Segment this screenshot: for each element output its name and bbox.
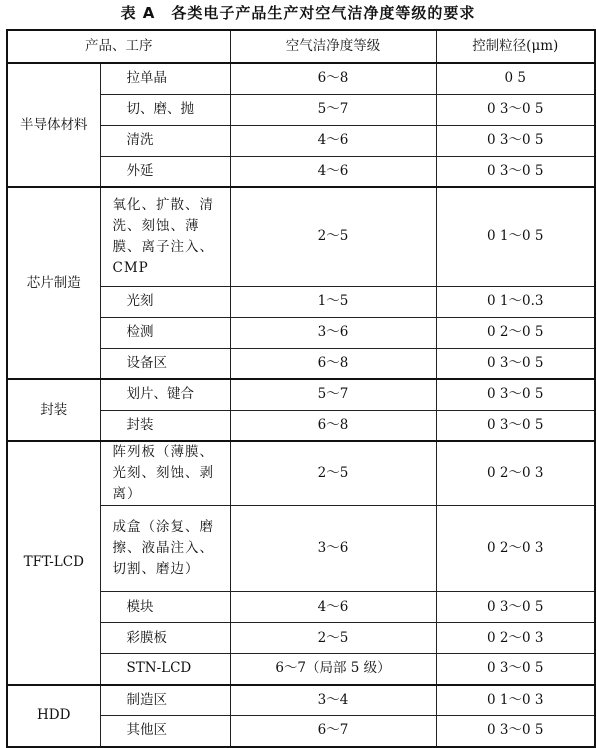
level-cell: 5～7 bbox=[230, 94, 436, 125]
group-name: 芯片制造 bbox=[7, 187, 100, 379]
process-cell: 拉单晶 bbox=[100, 63, 230, 94]
group-name: 封装 bbox=[7, 379, 100, 441]
level-cell: 2～5 bbox=[230, 187, 436, 286]
size-cell: 0 1～0.3 bbox=[436, 286, 595, 317]
size-cell: 0 3～0 5 bbox=[436, 348, 595, 379]
process-cell: 成盒（涂复、磨擦、液晶注入、切割、磨边） bbox=[100, 506, 230, 592]
process-cell: 制造区 bbox=[100, 685, 230, 716]
level-cell: 5～7 bbox=[230, 379, 436, 410]
process-cell: 彩膜板 bbox=[100, 623, 230, 654]
size-cell: 0 1～0 5 bbox=[436, 187, 595, 286]
table-title: 表 A 各类电子产品生产对空气洁净度等级的要求 bbox=[120, 4, 476, 22]
level-cell: 6～7 bbox=[230, 716, 436, 747]
header-product: 产品、工序 bbox=[7, 30, 230, 63]
level-cell: 1～5 bbox=[230, 286, 436, 317]
process-cell: 模块 bbox=[100, 592, 230, 623]
cleanliness-table bbox=[6, 29, 596, 748]
process-cell: 封装 bbox=[100, 410, 230, 441]
size-cell: 0 2～0 5 bbox=[436, 317, 595, 348]
process-cell: 外延 bbox=[100, 156, 230, 187]
size-cell: 0 3～0 5 bbox=[436, 654, 595, 685]
process-cell: 其他区 bbox=[100, 716, 230, 747]
size-cell: 0 3～0 5 bbox=[436, 125, 595, 156]
table-row bbox=[7, 441, 595, 506]
size-cell: 0 3～0 5 bbox=[436, 716, 595, 747]
size-cell: 0 3～0 5 bbox=[436, 379, 595, 410]
group-name: HDD bbox=[7, 685, 100, 747]
level-cell: 6～8 bbox=[230, 63, 436, 94]
process-cell: STN-LCD bbox=[100, 654, 230, 685]
size-cell: 0 1～0 3 bbox=[436, 685, 595, 716]
header-level: 空气洁净度等级 bbox=[230, 30, 436, 63]
size-cell: 0 2～0 3 bbox=[436, 441, 595, 506]
table-row bbox=[7, 187, 595, 286]
level-cell: 3～6 bbox=[230, 317, 436, 348]
level-cell: 4～6 bbox=[230, 592, 436, 623]
group-name: 半导体材料 bbox=[7, 63, 100, 187]
size-cell: 0 3～0 5 bbox=[436, 592, 595, 623]
level-cell: 4～6 bbox=[230, 125, 436, 156]
size-cell: 0 2～0 3 bbox=[436, 506, 595, 592]
level-cell: 3～4 bbox=[230, 685, 436, 716]
process-cell: 设备区 bbox=[100, 348, 230, 379]
level-cell: 6～8 bbox=[230, 348, 436, 379]
level-cell: 2～5 bbox=[230, 441, 436, 506]
process-cell: 氧化、扩散、清洗、刻蚀、薄膜、离子注入、CMP bbox=[100, 187, 230, 286]
group-name: TFT-LCD bbox=[7, 441, 100, 685]
table-header-row bbox=[7, 30, 595, 63]
process-cell: 阵列板（薄膜、光刻、刻蚀、剥离） bbox=[100, 441, 230, 506]
table-row bbox=[7, 379, 595, 410]
level-cell: 4～6 bbox=[230, 156, 436, 187]
size-cell: 0 3～0 5 bbox=[436, 410, 595, 441]
process-cell: 切、磨、抛 bbox=[100, 94, 230, 125]
size-cell: 0 2～0 3 bbox=[436, 623, 595, 654]
process-cell: 光刻 bbox=[100, 286, 230, 317]
size-cell: 0 3～0 5 bbox=[436, 94, 595, 125]
size-cell: 0 3～0 5 bbox=[436, 156, 595, 187]
level-cell: 3～6 bbox=[230, 506, 436, 592]
header-size: 控制粒径(μm) bbox=[436, 30, 595, 63]
table-row bbox=[7, 63, 595, 94]
size-cell: 0 5 bbox=[436, 63, 595, 94]
level-cell: 6～7（局部 5 级） bbox=[230, 654, 436, 685]
process-cell: 检测 bbox=[100, 317, 230, 348]
process-cell: 划片、键合 bbox=[100, 379, 230, 410]
level-cell: 2～5 bbox=[230, 623, 436, 654]
process-cell: 清洗 bbox=[100, 125, 230, 156]
table-row bbox=[7, 685, 595, 716]
level-cell: 6～8 bbox=[230, 410, 436, 441]
